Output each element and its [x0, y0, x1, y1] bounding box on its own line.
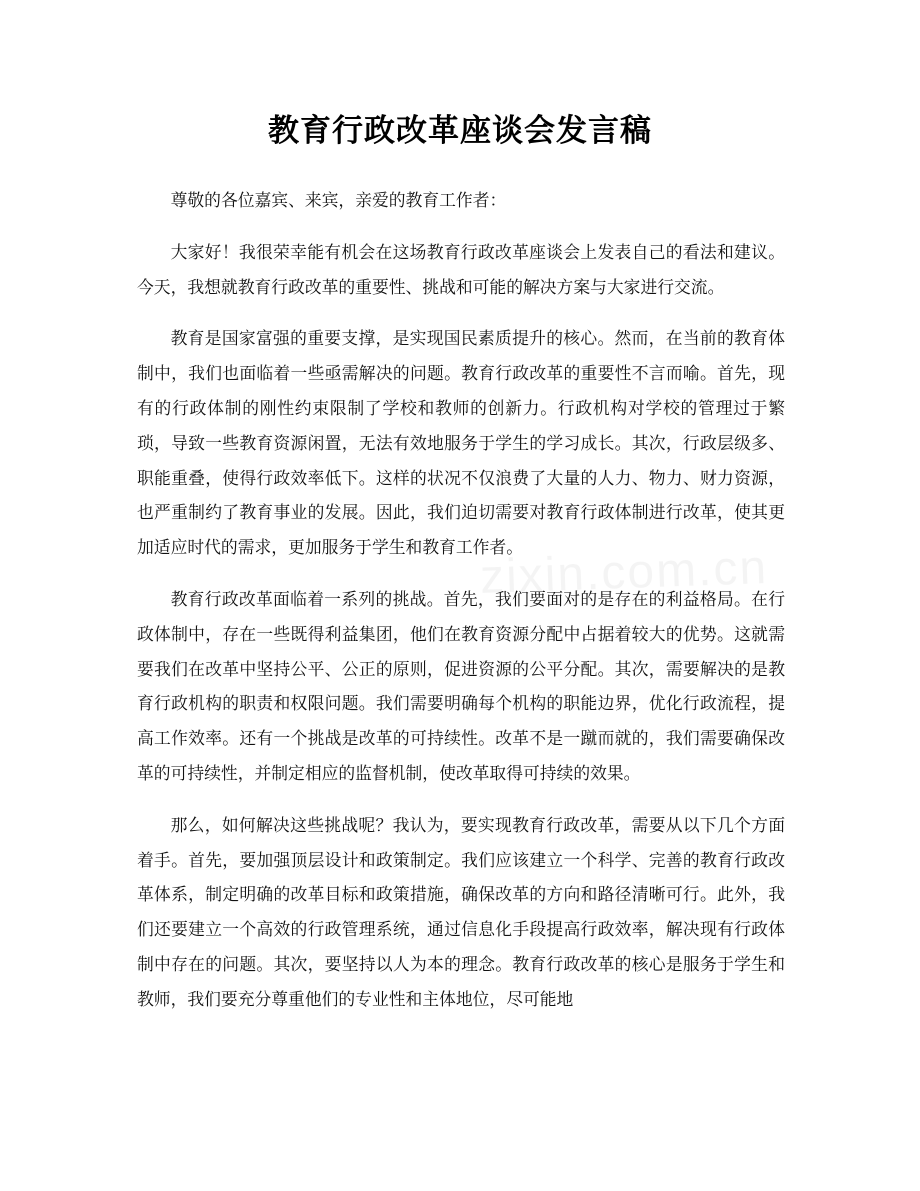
paragraph-greeting: 尊敬的各位嘉宾、来宾，亲爱的教育工作者： [170, 190, 507, 210]
paragraph-solutions: 那么，如何解决这些挑战呢？我认为，要实现教育行政改革，需要从以下几个方面着手。首先，要加强顶层设计和政策制定。我们应该建立一个科学、完善的教育行政改革体系，制定明确的改革目标和政策措施，确保改革的方向和路径清晰可行。此外，我们还要建立一个高效的行政管理系统，通过信息化手段提高行政效率，解决现有行政体制中存在的问题。其次，要坚持以人为本的理念。教育行政改革的核心是服务于学生和教师，我们要充分尊重他们的专业性和主体地位，尽可能地 [137, 814, 785, 1009]
document-body [137, 183, 785, 1034]
paragraph-importance: 教育是国家富强的重要支撑，是实现国民素质提升的核心。然而，在当前的教育体制中，我们也面临着一些亟需解决的问题。教育行政改革的重要性不言而喻。首先，现有的行政体制的刚性约束限制了学校和教师的创新力。行政机构对学校的管理过于繁琐，导致一些教育资源闲置，无法有效地服务于学生的学习成长。其次，行政层级多、职能重叠，使得行政效率低下。这样的状况不仅浪费了大量的人力、物力、财力资源，也严重制约了教育事业的发展。因此，我们迫切需要对教育行政体制进行改革，使其更加适应时代的需求，更加服务于学生和教育工作者。 [137, 328, 785, 558]
paragraph-intro: 大家好！我很荣幸能有机会在这场教育行政改革座谈会上发表自己的看法和建议。今天，我想就教育行政改革的重要性、挑战和可能的解决方案与大家进行交流。 [137, 241, 785, 297]
document-title: 教育行政改革座谈会发言稿 [268, 113, 652, 149]
paragraph-challenges: 教育行政改革面临着一系列的挑战。首先，我们要面对的是存在的利益格局。在行政体制中，存在一些既得利益集团，他们在教育资源分配中占据着较大的优势。这就需要我们在改革中坚持公平、公正的原则，促进资源的公平分配。其次，需要解决的是教育行政机构的职责和权限问题。我们需要明确每个机构的职能边界，优化行政流程，提高工作效率。还有一个挑战是改革的可持续性。改革不是一蹴而就的，我们需要确保改革的可持续性，并制定相应的监督机制，使改革取得可持续的效果。 [137, 588, 785, 783]
